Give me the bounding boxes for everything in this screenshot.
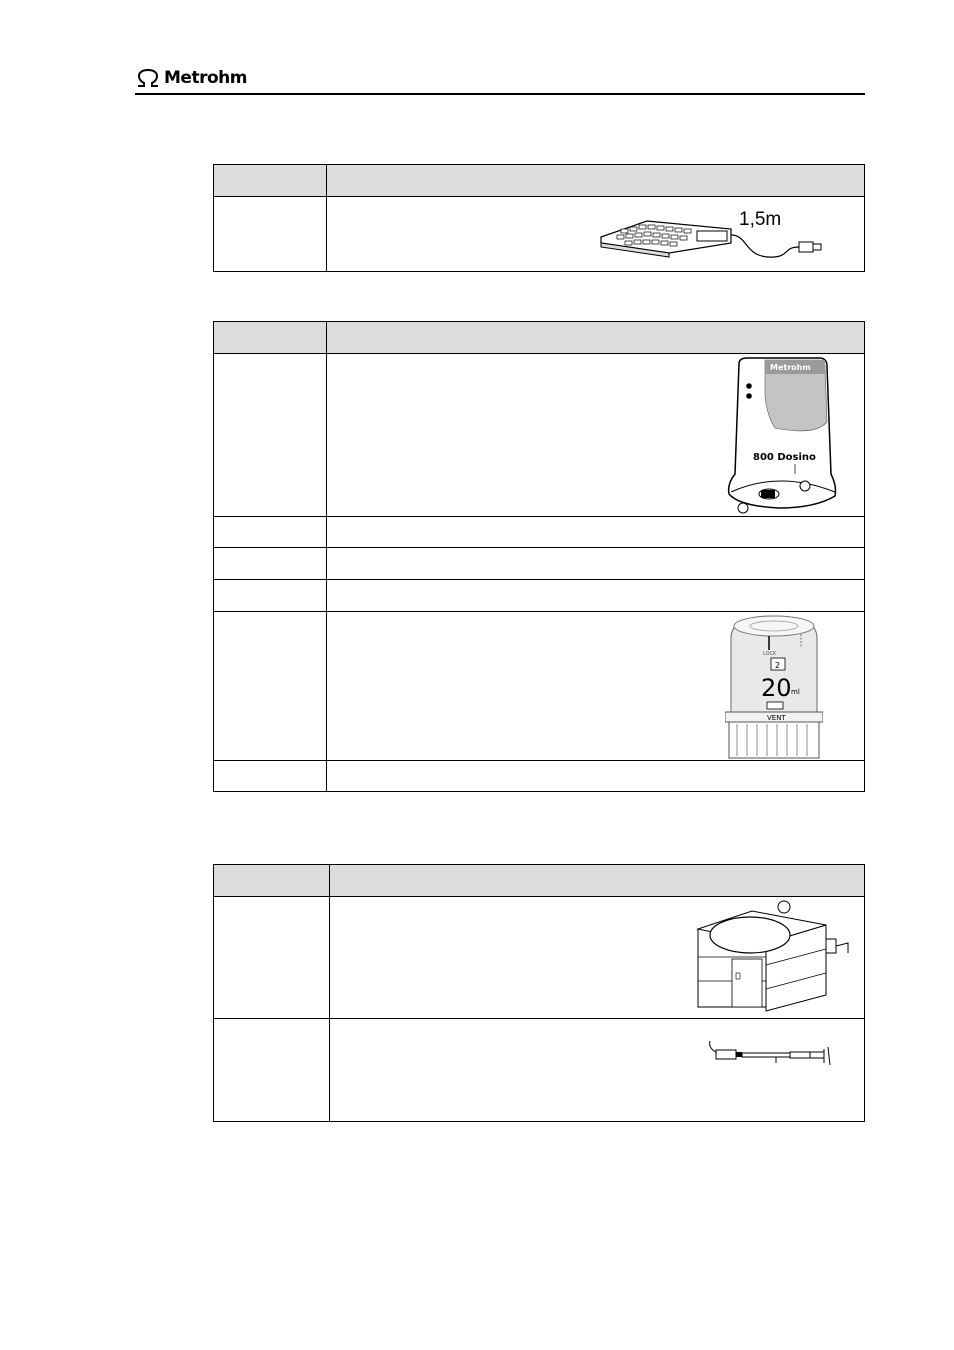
metrohm-logo xyxy=(135,66,247,90)
row-cell-2 xyxy=(327,354,865,517)
volume-unit: ml xyxy=(791,688,800,696)
holder-block-illustration xyxy=(692,899,854,1015)
row-cell-1 xyxy=(214,517,327,548)
accessory-table-2 xyxy=(213,321,865,792)
unit-number: 2 xyxy=(775,661,781,670)
header-cell-2 xyxy=(327,322,865,354)
device-model-label: 800 Dosino xyxy=(753,452,816,463)
dosing-unit-illustration xyxy=(725,612,823,760)
table-header-row xyxy=(214,165,865,197)
table-row xyxy=(214,580,865,612)
table-row xyxy=(214,197,865,272)
row-cell-2 xyxy=(327,197,865,272)
table-row xyxy=(214,612,865,761)
table-row xyxy=(214,517,865,548)
row-cell-2 xyxy=(327,761,865,792)
header-cell-2 xyxy=(327,165,865,197)
row-cell-1 xyxy=(214,354,327,517)
table-header-row xyxy=(214,322,865,354)
page-header xyxy=(135,64,865,94)
cable-length-label: 1,5m xyxy=(739,209,782,230)
row-cell-2 xyxy=(330,897,865,1019)
brand-name: Metrohm xyxy=(164,68,247,88)
table-header-row xyxy=(214,865,865,897)
row-cell-1 xyxy=(214,1019,330,1122)
header-divider xyxy=(135,93,865,95)
header-cell-1 xyxy=(214,865,330,897)
dosino-drive-illustration xyxy=(715,356,851,516)
row-cell-1 xyxy=(214,548,327,580)
row-cell-2 xyxy=(330,1019,865,1122)
header-cell-1 xyxy=(214,165,327,197)
table-row xyxy=(214,897,865,1019)
header-cell-2 xyxy=(330,865,865,897)
rod-tube-illustration xyxy=(706,1035,838,1071)
row-cell-1 xyxy=(214,761,327,792)
row-cell-2 xyxy=(327,612,865,761)
row-cell-1 xyxy=(214,580,327,612)
table-row xyxy=(214,1019,865,1122)
row-cell-1 xyxy=(214,197,327,272)
omega-icon xyxy=(135,68,161,88)
row-cell-1 xyxy=(214,897,330,1019)
accessory-table-3 xyxy=(213,864,865,1122)
device-brand-label: Metrohm xyxy=(770,363,811,372)
keypad-cable-illustration xyxy=(599,207,839,265)
table-row xyxy=(214,354,865,517)
row-cell-1 xyxy=(214,612,327,761)
row-cell-2 xyxy=(327,548,865,580)
volume-value: 20 xyxy=(761,674,792,702)
table-row xyxy=(214,761,865,792)
table-row xyxy=(214,548,865,580)
accessory-table-1 xyxy=(213,164,865,272)
header-cell-1 xyxy=(214,322,327,354)
vent-label: VENT xyxy=(767,714,786,722)
row-cell-2 xyxy=(327,517,865,548)
lock-label: LOCK xyxy=(763,651,777,657)
row-cell-2 xyxy=(327,580,865,612)
